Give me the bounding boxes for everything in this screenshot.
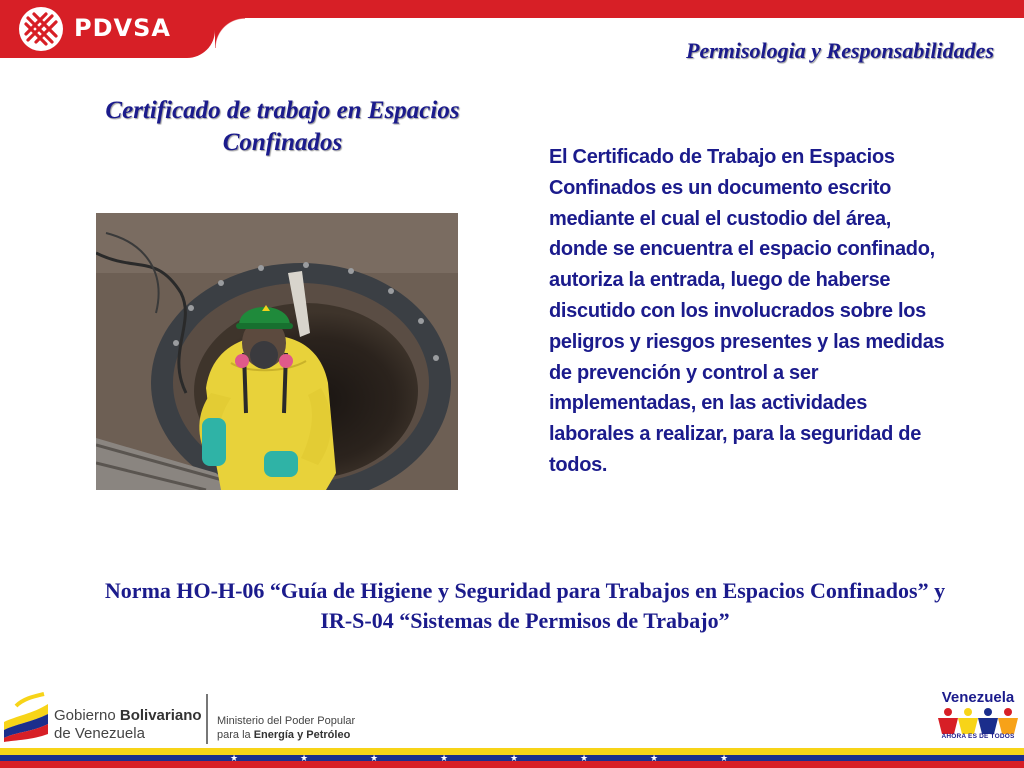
svg-text:★: ★ xyxy=(230,754,239,764)
flag-stars-decoration xyxy=(0,752,1024,764)
svg-text:★: ★ xyxy=(580,754,589,764)
pdvsa-logo-text: PDVSA xyxy=(74,14,171,42)
svg-text:★: ★ xyxy=(370,754,379,764)
confined-space-worker-photo xyxy=(96,213,458,490)
svg-text:★: ★ xyxy=(300,754,309,764)
venezuela-ahora-es-de-todos-logo xyxy=(934,689,1022,745)
certificate-title: Certificado de trabajo en Espacios Confinados xyxy=(105,97,460,156)
venezuela-word: Venezuela xyxy=(941,689,1015,706)
svg-text:★: ★ xyxy=(650,754,659,764)
pdvsa-logo-icon xyxy=(18,6,64,52)
footer-divider xyxy=(206,694,208,744)
gobierno-line2: de Venezuela xyxy=(54,725,145,742)
svg-text:★: ★ xyxy=(510,754,519,764)
gobierno-line1-bold: Bolivariano xyxy=(119,707,202,724)
gobierno-line1-prefix: Gobierno xyxy=(54,707,120,724)
ministerio-line1: Ministerio del Poder Popular xyxy=(217,715,356,727)
venezuela-tagline: AHORA ES DE TODOS xyxy=(941,733,1015,740)
svg-text:★: ★ xyxy=(720,754,729,764)
ministerio-text xyxy=(217,714,355,742)
pdvsa-logo-badge xyxy=(0,0,215,58)
section-title: Permisologia y Responsabilidades xyxy=(686,38,994,63)
ministerio-line2-prefix: para la xyxy=(217,729,254,741)
norma-reference: Norma HO-H-06 “Guía de Higiene y Seguridad para Trabajos en Espacios Confinados” y IR-S-04 “Sistemas de Permisos de Trabajo” xyxy=(104,578,946,633)
svg-text:★: ★ xyxy=(440,754,449,764)
certificate-description: El Certificado de Trabajo en Espacios Confinados es un documento escrito mediante el cual el custodio del área, donde se encuentra el espacio confinado, autoriza la entrada, luego de haberse discutido con los involucrados sobre los peligros y riesgos presentes y las medidas de prevención y control a ser implementadas, en las actividades laborales a realizar, para la seguridad de todos. xyxy=(549,146,945,476)
children-figures-icon xyxy=(938,706,1018,734)
ministerio-line2-bold: Energía y Petróleo xyxy=(253,729,351,741)
gobierno-flag-logo-icon xyxy=(2,692,50,742)
gobierno-bolivariano-text xyxy=(54,707,202,743)
